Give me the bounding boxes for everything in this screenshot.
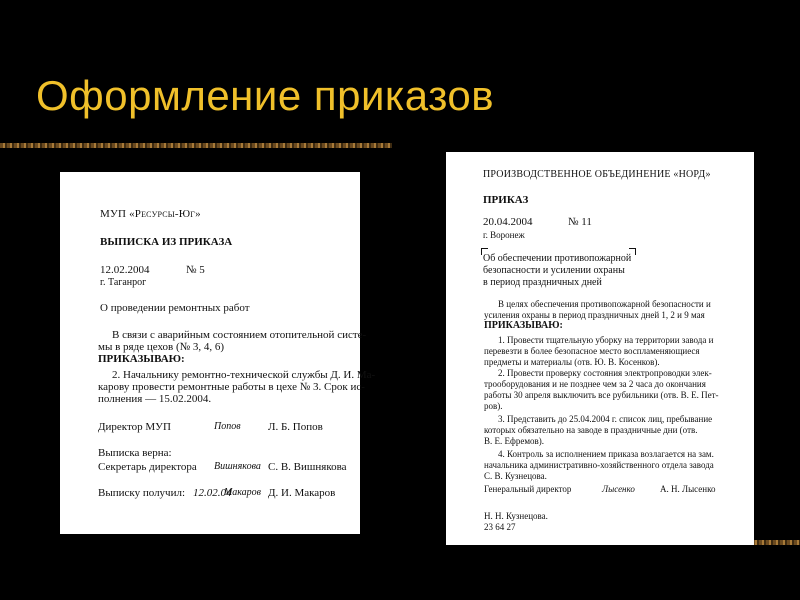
item-line: которых обязательно на заводе в праздничные дни (отв. [484,425,698,435]
item-line: ров). [484,401,503,411]
body-line: В целях обеспечения противопожарной безопасности и [498,299,711,309]
director-signature: Попов [214,421,241,432]
doc-city: г. Таганрог [100,277,147,288]
item-line: 4. Контроль за исполнением приказа возлагается на зам. [498,449,714,459]
received-name: Д. И. Макаров [268,487,336,499]
received-date: 12.02.04 [193,487,232,499]
secretary-title: Секретарь директора [98,461,197,473]
doc-city: г. Воронеж [483,230,525,240]
body-line: мы в ряде цехов (№ 3, 4, 6) [98,341,225,353]
doc-date: 20.04.2004 [483,216,533,228]
item-line: С. В. Кузнецова. [484,471,547,481]
item-line: 3. Представить до 25.04.2004 г. список лиц, пребывание [498,414,713,424]
executor-phone: 23 64 27 [484,522,516,532]
director-signature: Лысенко [602,484,635,494]
body-line: усиления охраны в период праздничных дней 1, 2 и 9 мая [484,310,705,320]
item-line: перевезти в более безопасное место воспламеняющиеся [484,346,700,356]
doc-subject: О проведении ремонтных работ [100,302,250,314]
document-left-extract [60,172,376,534]
copy-true: Выписка верна: [98,447,172,459]
order-word: ПРИКАЗЫВАЮ: [484,320,563,331]
bottom-rule [752,540,800,545]
secretary-name: С. В. Вишнякова [268,461,347,473]
subject-line: Об обеспечении противопожарной [483,253,632,264]
item-line: 1. Провести тщательную уборку на территории завода и [498,335,714,345]
doc-type: ПРИКАЗ [483,194,529,206]
title-rule [0,143,392,148]
director-title: Генеральный директор [484,484,572,494]
item-line: полнения — 15.02.2004. [98,393,212,405]
org-name: ПРОИЗВОДСТВЕННОЕ ОБЪЕДИНЕНИЕ «НОРД» [483,169,711,180]
received-label: Выписку получил: [98,487,186,499]
doc-number: № 5 [186,264,205,276]
item-line: 2. Начальнику ремонтно-технической службы Д. И. Ма- [112,369,376,381]
subject-line: в период праздничных дней [483,277,602,288]
item-line: предметы и материалы (отв. Ю. В. Косенков). [484,357,660,367]
item-line: трооборудования и не позднее чем за 2 часа до окончания [484,379,706,389]
doc-date: 12.02.2004 [100,264,150,276]
item-line: В. Е. Ефремов). [484,436,545,446]
subject-line: безопасности и усилении охраны [483,265,625,276]
doc-number: № 11 [568,216,592,228]
slide-title: Оформление приказов [36,72,495,119]
order-word: ПРИКАЗЫВАЮ: [98,353,185,365]
org-name: МУП «Ресурсы-Юг» [100,208,201,220]
director-title: Директор МУП [98,421,171,433]
received-signature: Макаров [224,487,261,498]
item-line: начальника административно-хозяйственного отдела завода [484,460,714,470]
item-line: карову провести ремонтные работы в цехе № 3. Срок ис- [98,381,365,393]
doc-type: ВЫПИСКА ИЗ ПРИКАЗА [100,236,233,248]
director-name: Л. Б. Попов [268,421,323,433]
item-line: работы 30 апреля выключить все рубильники (отв. В. Е. Пет- [484,390,719,400]
director-name: А. Н. Лысенко [660,484,716,494]
secretary-signature: Вишнякова [214,461,261,472]
item-line: 2. Провести проверку состояния электропроводки элек- [498,368,712,378]
executor-name: Н. Н. Кузнецова. [484,511,548,521]
document-right-order [446,152,754,545]
body-line: В связи с аварийным состоянием отопительной систе- [112,329,367,341]
